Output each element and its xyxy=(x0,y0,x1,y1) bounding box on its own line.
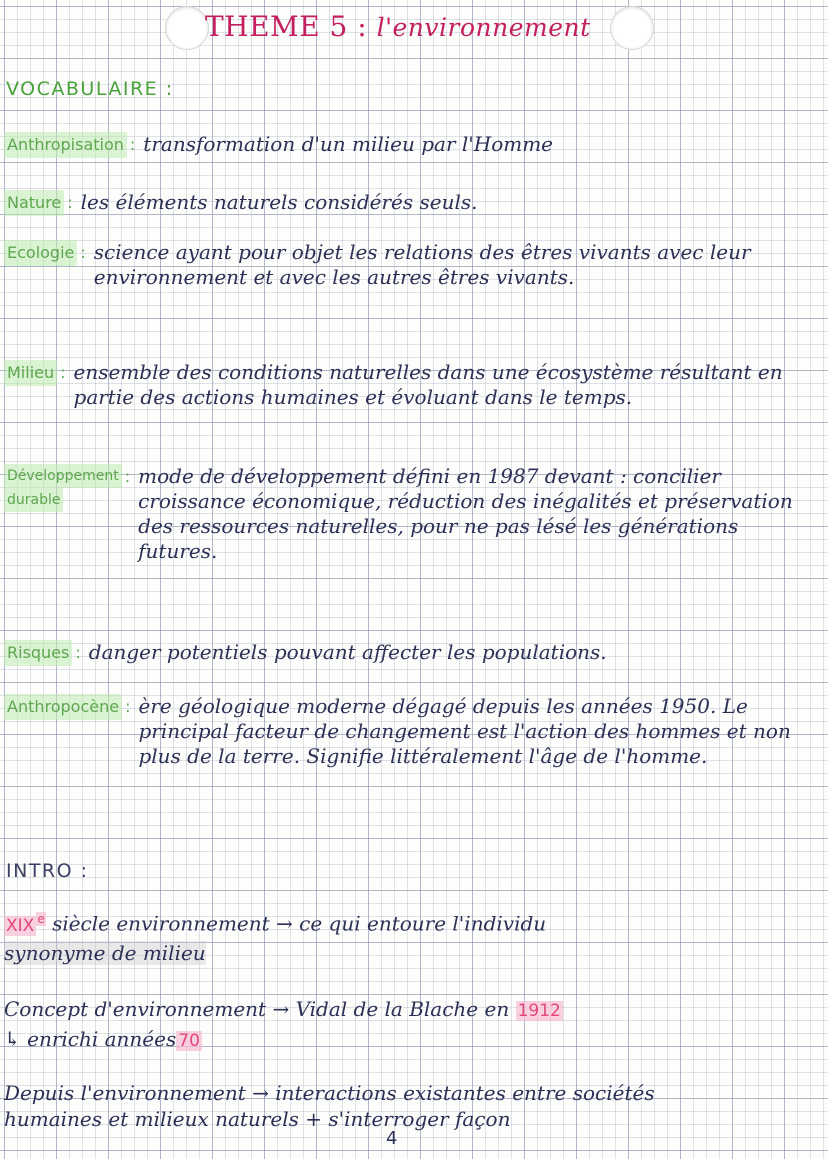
vocab-term: Anthropocène xyxy=(4,694,122,720)
vocab-term: Anthropisation xyxy=(4,132,127,158)
vocab-entry-risques xyxy=(4,640,820,666)
title-main: THEME 5 xyxy=(205,10,348,43)
vocab-definition: les éléments naturels considérés seuls. xyxy=(80,190,478,214)
vocab-definition: science ayant pour objet les relations des êtres vivants avec leur environnement et avec les autres êtres vivants. xyxy=(93,240,751,289)
term-colon: : xyxy=(125,697,131,716)
intro-heading: INTRO : xyxy=(6,860,89,882)
intro-line-3-text: Concept d'environnement → Vidal de la Blache en xyxy=(4,997,510,1021)
vocab-definition: mode de développement défini en 1987 devant : concilier croissance économique, réduction des inégalités et préservation des ressources naturelles, pour ne pas lésé les générations futures. xyxy=(138,464,793,563)
year-highlight: 1912 xyxy=(517,1001,561,1021)
vocab-term xyxy=(4,464,122,512)
vocab-term-line1: Développement xyxy=(4,464,122,488)
term-colon: : xyxy=(75,643,81,662)
page-number: 4 xyxy=(386,1128,398,1149)
term-colon: : xyxy=(60,363,66,382)
vocab-entry-ecologie xyxy=(4,240,820,290)
term-colon: : xyxy=(80,243,86,262)
vocab-term: Nature xyxy=(4,190,64,216)
vocab-entry-anthropisation xyxy=(4,132,820,158)
vocab-term: Ecologie xyxy=(4,240,77,266)
intro-line-1 xyxy=(4,906,820,939)
binder-hole-left xyxy=(165,6,209,50)
vocab-entry-nature xyxy=(4,190,820,216)
intro-line-5-text: Depuis l'environnement → interactions existantes entre sociétés xyxy=(4,1081,655,1105)
term-colon: : xyxy=(124,467,131,486)
vocab-entry-milieu xyxy=(4,360,820,410)
binder-hole-right xyxy=(610,6,654,50)
intro-line-4-text: ↳ enrichi années xyxy=(4,1027,177,1051)
vocab-term: Risques xyxy=(4,640,72,666)
intro-line-3 xyxy=(4,996,820,1024)
intro-line-4 xyxy=(4,1026,820,1054)
vocab-definition: transformation d'un milieu par l'Homme xyxy=(143,132,554,156)
vocab-entry-developpement-durable xyxy=(4,464,820,564)
intro-line-5 xyxy=(4,1080,820,1106)
vocab-entry-anthropocene xyxy=(4,694,820,769)
title-subtitle: l'environnement xyxy=(376,13,591,42)
intro-line-2 xyxy=(4,940,820,966)
vocab-definition: ensemble des conditions naturelles dans une écosystème résultant en partie des actions humaines et évoluant dans le temps. xyxy=(73,360,783,409)
decade-highlight: 70 xyxy=(178,1031,200,1051)
vocab-term-line2: durable xyxy=(4,488,63,512)
century-highlight: XIX xyxy=(6,915,35,936)
intro-line-6-text: humaines et milieux naturels + s'interroger façon xyxy=(4,1107,511,1131)
page-title xyxy=(205,2,615,52)
vocab-definition: ère géologique moderne dégagé depuis les années 1950. Le principal facteur de changement est l'action des hommes et non plus de la terre. Signifie littéralement l'âge de l'homme. xyxy=(138,694,791,768)
intro-line-6 xyxy=(4,1106,820,1132)
vocab-term: Milieu xyxy=(4,360,57,386)
intro-line-2-text: synonyme de milieu xyxy=(4,941,206,965)
vocab-definition: danger potentiels pouvant affecter les populations. xyxy=(88,640,607,664)
term-colon: : xyxy=(129,135,136,154)
intro-line-1-text: siècle environnement → ce qui entoure l'individu xyxy=(52,911,547,936)
century-superscript: e xyxy=(37,912,45,926)
vocabulary-heading: VOCABULAIRE : xyxy=(6,78,174,100)
title-separator: : xyxy=(357,10,368,43)
term-colon: : xyxy=(67,193,73,212)
